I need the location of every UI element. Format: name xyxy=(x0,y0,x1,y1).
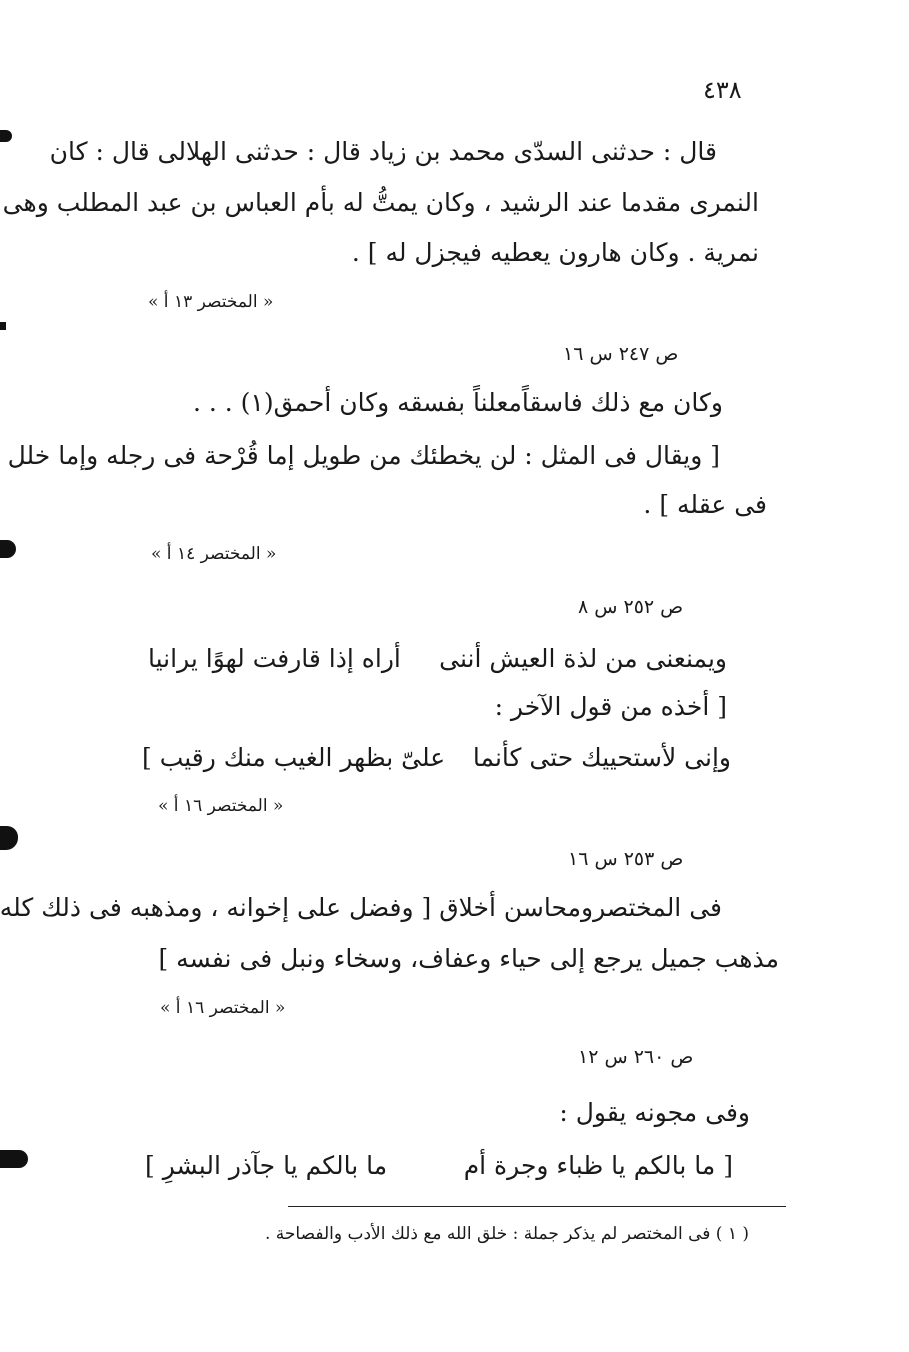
paragraph-line: فى المختصرومحاسن أخلاق [ وفضل على إخوانه ، ومذهبه فى ذلك كله xyxy=(0,893,722,922)
page-line-heading: ص ٢٦٠ س ١٢ xyxy=(578,1046,694,1068)
verse-hemistich-right: وإنى لأستحييك حتى كأنما xyxy=(472,743,731,772)
paragraph-line: قال : حدثنى السدّى محمد بن زياد قال : حدثنى الهلالى قال : كان xyxy=(49,137,717,166)
page-line-heading: ص ٢٥٢ س ٨ xyxy=(578,596,684,618)
scan-mark xyxy=(0,130,12,142)
verse-hemistich-left: علىّ بظهر الغيب منك رقيب ] xyxy=(142,743,446,772)
scan-mark xyxy=(0,322,6,330)
paragraph-line: [ أخذه من قول الآخر : xyxy=(494,692,727,721)
page-number: ٤٣٨ xyxy=(703,76,742,104)
footnote: ( ١ ) فى المختصر لم يذكر جملة : خلق الله مع ذلك الأدب والفصاحة . xyxy=(265,1224,749,1244)
source-reference: « المختصر ١٦ أ » xyxy=(160,998,286,1018)
paragraph-line: نمرية . وكان هارون يعطيه فيجزل له ] . xyxy=(351,238,759,267)
source-reference: « المختصر ١٤ أ » xyxy=(151,544,277,564)
paragraph-line: النمرى مقدما عند الرشيد ، وكان يمتُّ له بأم العباس بن عبد المطلب وهى xyxy=(2,188,759,217)
verse-hemistich-left: أراه إذا قارفت لهوًا يرانيا xyxy=(148,644,401,673)
paragraph-line: فى عقله ] . xyxy=(643,490,767,519)
footnote-rule xyxy=(288,1206,786,1207)
verse-hemistich-left: ما بالكم يا جآذر البشرِ ] xyxy=(145,1151,388,1180)
source-reference: « المختصر ١٦ أ » xyxy=(158,796,284,816)
scan-mark xyxy=(0,826,18,850)
paragraph-line: وكان مع ذلك فاسقاًمعلناً بفسقه وكان أحمق(١) . . . xyxy=(192,388,723,417)
verse-hemistich-right: ويمنعنى من لذة العيش أننى xyxy=(439,644,727,673)
page-line-heading: ص ٢٤٧ س ١٦ xyxy=(563,343,679,365)
paragraph-line: مذهب جميل يرجع إلى حياء وعفاف، وسخاء ونبل فى نفسه ] xyxy=(158,944,779,973)
page-line-heading: ص ٢٥٣ س ١٦ xyxy=(568,848,684,870)
paragraph-line: [ ويقال فى المثل : لن يخطئك من طويل إما قُرْحة فى رجله وإما خلل xyxy=(7,441,720,470)
scan-mark xyxy=(0,540,16,558)
source-reference: « المختصر ١٣ أ » xyxy=(148,292,274,312)
paragraph-line: وفى مجونه يقول : xyxy=(559,1098,750,1127)
scan-mark xyxy=(0,1150,28,1168)
verse-hemistich-right: [ ما بالكم يا ظباء وجرة أم xyxy=(463,1151,733,1180)
